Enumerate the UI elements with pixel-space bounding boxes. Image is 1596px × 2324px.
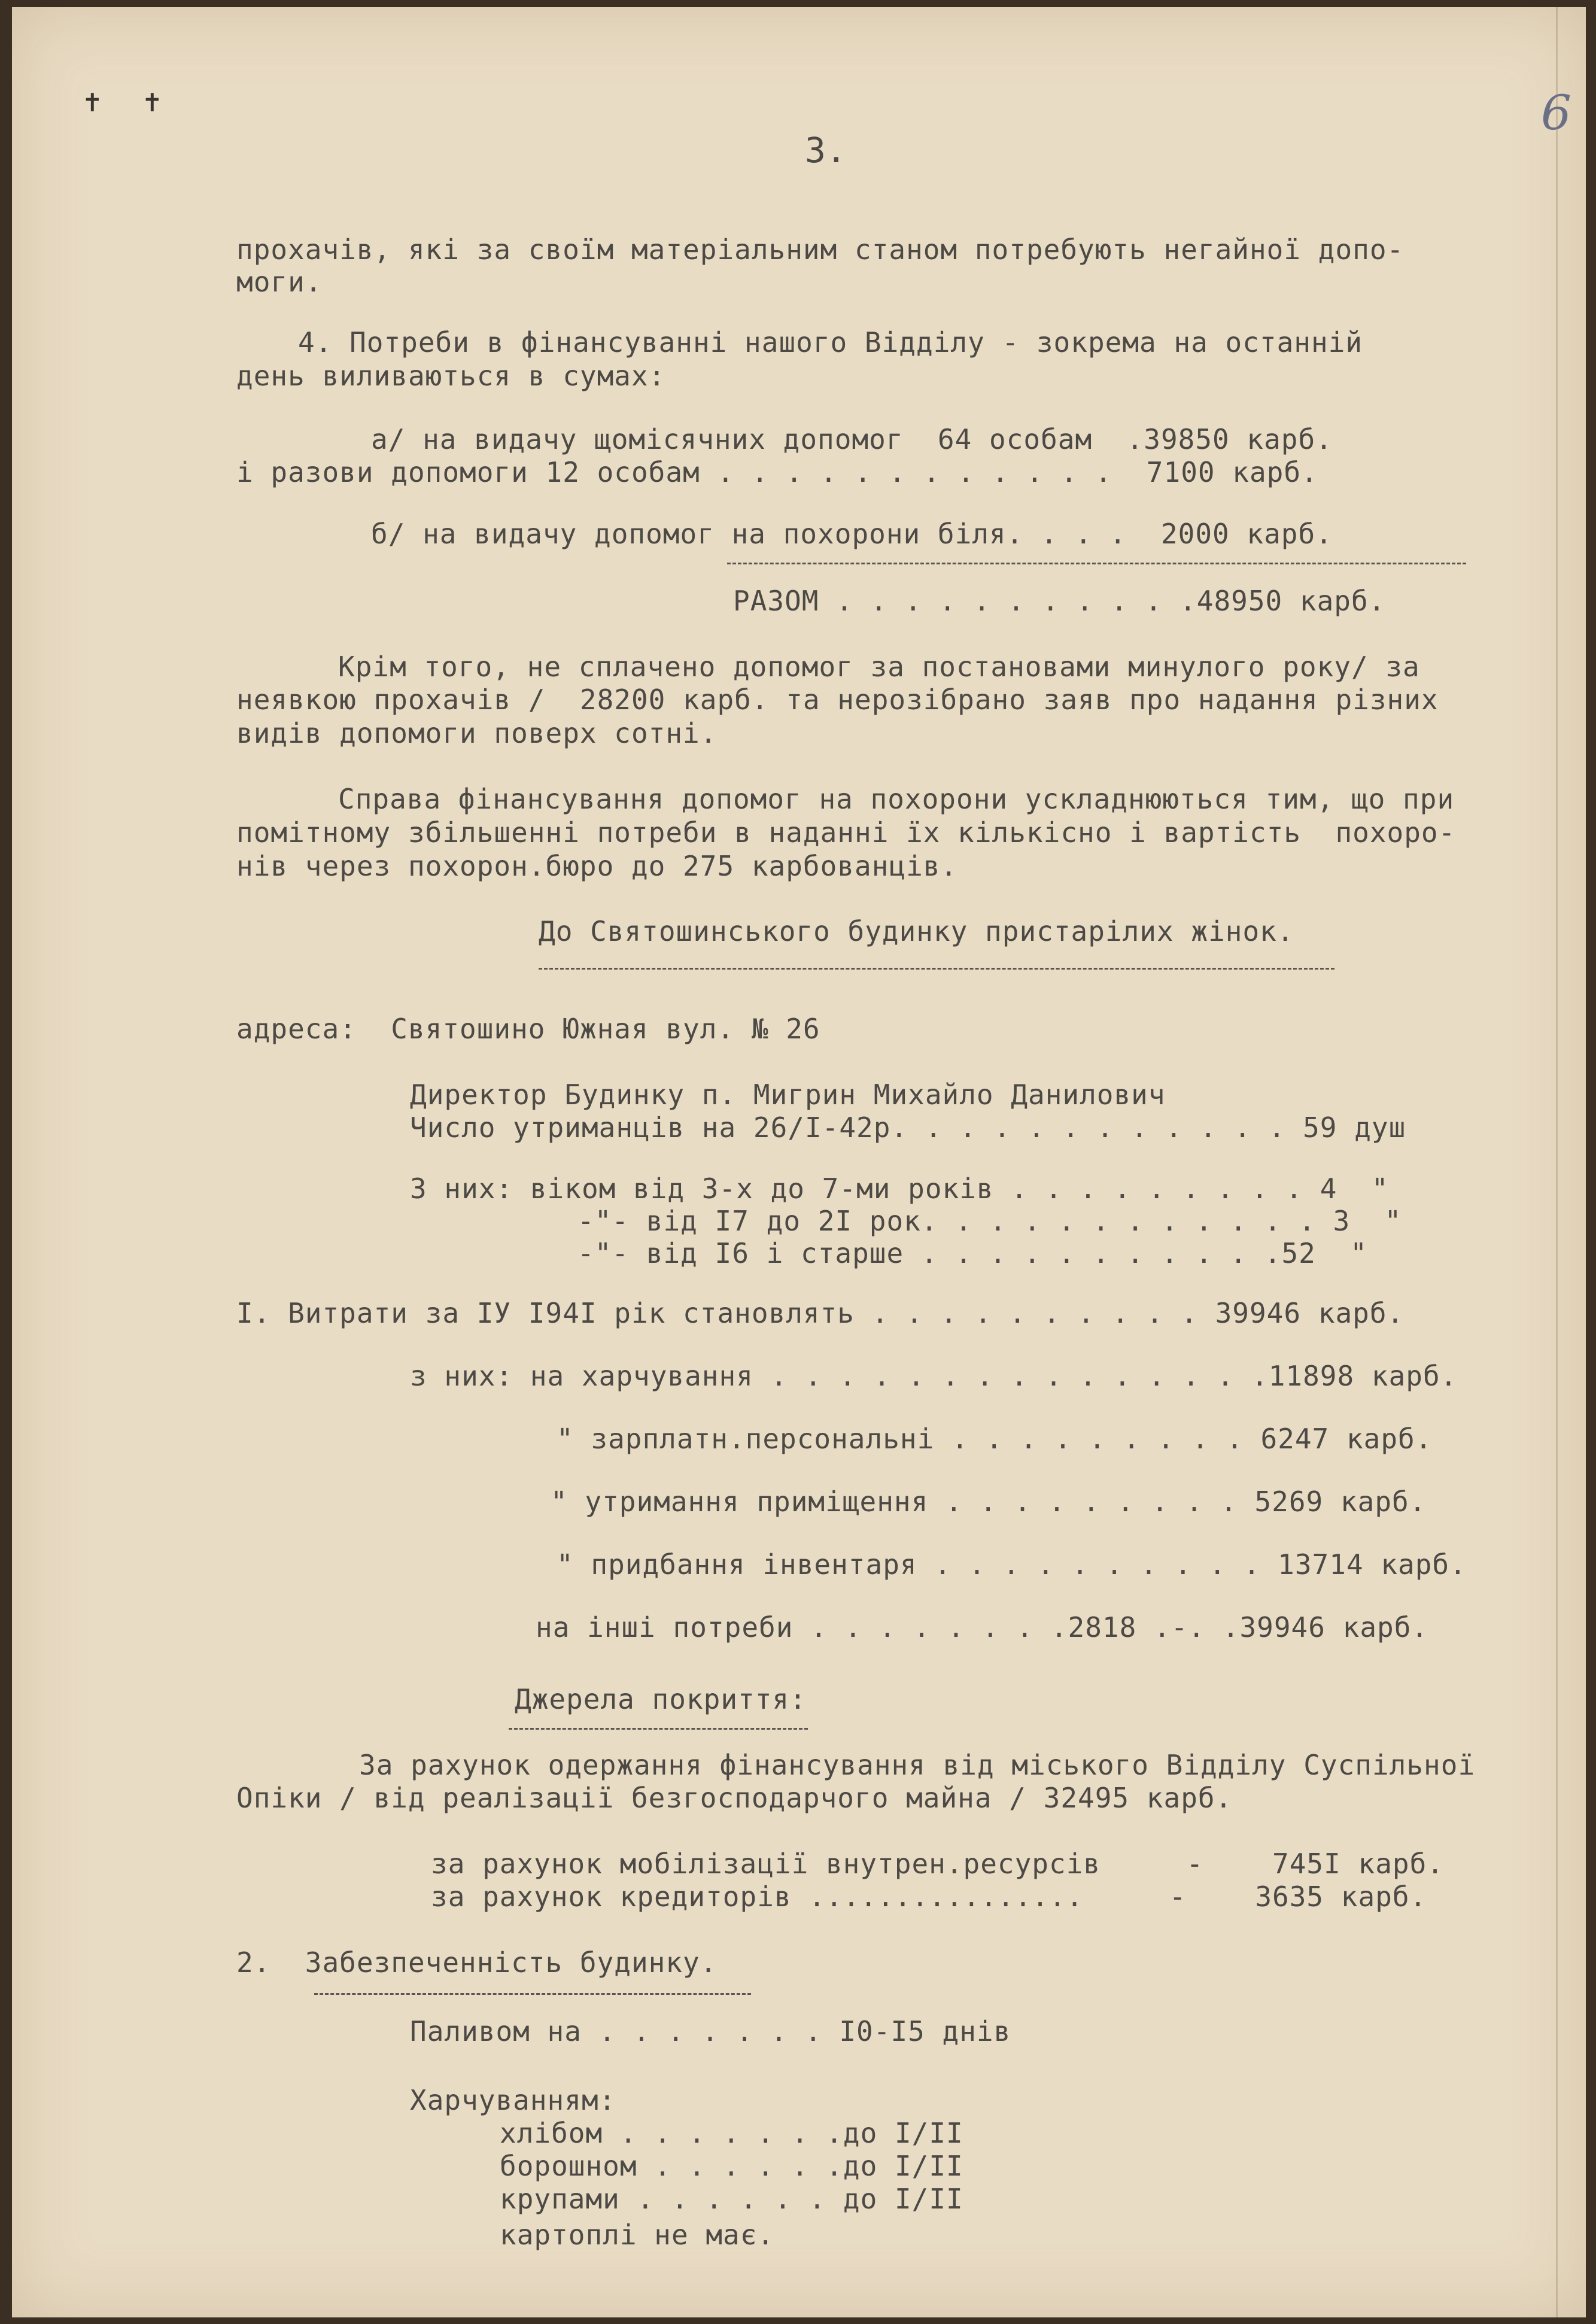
text-line: Справа фінансування допомог на похорони ускладнюються тим, що при (338, 783, 1455, 815)
text-line: борошном . . . . . .до І/ІІ (500, 2150, 963, 2182)
paper-fold (1556, 7, 1558, 2317)
text-line: хлібом . . . . . . .до І/ІІ (500, 2117, 963, 2149)
text-line: помітному збільшенні потреби в наданні їх кількісно і вартість похоро- (236, 816, 1456, 849)
text-line: прохачів, які за своїм матеріальним станом потребують негайної допо- (236, 233, 1405, 266)
heading-underline (539, 968, 1334, 970)
punch-mark: ✝ (144, 85, 161, 119)
text-line: адреса: Святошино Южная вул. № 26 (236, 1013, 820, 1045)
document-page (12, 7, 1586, 2317)
text-line: " зарплатн.персональні . . . . . . . . . 6247 карб. (557, 1423, 1433, 1455)
text-line: Харчуванням: (410, 2084, 616, 2116)
heading-underline (314, 1993, 751, 1995)
text-line: -"- від І7 до 2І рок. . . . . . . . . . . . 3 " (577, 1205, 1402, 1237)
page-number: 3. (805, 130, 847, 171)
text-line: З них: віком від 3-х до 7-ми років . . . . . . . . . 4 " (410, 1172, 1389, 1205)
section-heading: 2. Забезпеченність будинку. (236, 1946, 718, 1979)
text-line: Директор Будинку п. Мигрин Михайло Данилович (410, 1079, 1166, 1111)
text-line: за рахунок кредиторів ................ - 3635 карб. (431, 1881, 1427, 1913)
text-line: моги. (236, 266, 323, 298)
text-line: з них: на харчування . . . . . . . . . . . . . . .11898 карб. (410, 1360, 1458, 1392)
text-line: неявкою прохачів / 28200 карб. та нерозібрано заяв про надання різних (236, 683, 1439, 716)
text-line: -"- від І6 і старше . . . . . . . . . . .52 " (577, 1237, 1367, 1269)
text-line: а/ на видачу щомісячних допомог 64 особам .39850 карб. (371, 423, 1333, 455)
text-line: " утримання приміщення . . . . . . . . . 5269 карб. (551, 1485, 1427, 1518)
text-line: день виливаються в сумах: (236, 360, 666, 392)
text-line: і разови допомоги 12 особам . . . . . . . . . . . . 7100 карб. (236, 456, 1318, 488)
text-line: 4. Потреби в фінансуванні нашого Відділу - зокрема на останній (298, 326, 1363, 359)
text-line: картоплі не має. (500, 2219, 775, 2251)
text-line: б/ на видачу допомог на похорони біля. . . . 2000 карб. (371, 518, 1333, 550)
text-line: І. Витрати за ІУ І94І рік становлять . . . . . . . . . . 39946 карб. (236, 1297, 1405, 1329)
text-line: Паливом на . . . . . . . І0-І5 днів (410, 2015, 1011, 2047)
text-line: Число утриманців на 26/І-42р. . . . . . . . . . . . 59 душ (410, 1111, 1406, 1144)
text-line: видів допомоги поверх сотні. (236, 717, 718, 749)
text-line: за рахунок мобілізації внутрен.ресурсів - 745І карб. (431, 1848, 1444, 1880)
text-line: крупами . . . . . . до І/ІІ (500, 2183, 963, 2215)
text-line: Крім того, не сплачено допомог за постановами минулого року/ за (338, 651, 1420, 683)
text-line: " придбання інвентаря . . . . . . . . . . 13714 карб. (557, 1548, 1467, 1581)
text-line: на інші потреби . . . . . . . .2818 .-. .39946 карб. (536, 1611, 1429, 1643)
heading-underline (509, 1728, 808, 1730)
handwritten-page-number: 6 (1541, 85, 1571, 141)
punch-mark: ✝ (84, 85, 101, 119)
section-heading: До Святошинського будинку пристарілих жінок. (539, 915, 1294, 947)
text-line: нів через похорон.бюро до 275 карбованців. (236, 850, 958, 882)
text-line: Опіки / від реалізації безгосподарчого майна / 32495 карб. (236, 1782, 1233, 1814)
section-heading: Джерела покриття: (515, 1683, 807, 1715)
total-line: РАЗОМ . . . . . . . . . . .48950 карб. (733, 585, 1386, 617)
sum-divider (727, 563, 1466, 564)
text-line: За рахунок одержання фінансування від міського Відділу Суспільної (359, 1749, 1476, 1781)
